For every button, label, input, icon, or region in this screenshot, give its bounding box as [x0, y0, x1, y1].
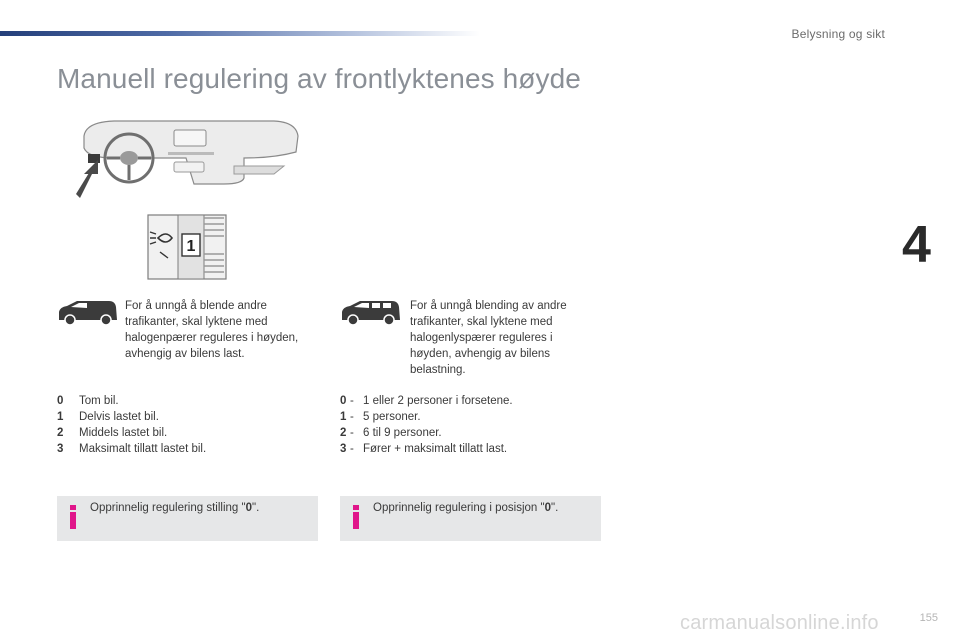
van-icon — [57, 298, 119, 328]
headlamp-adjust-knob-illustration — [146, 212, 230, 282]
right-paragraph: For å unngå blending av andre trafikanter, skal lyktene med halogenlyspærer reguleres i høyden, avhengig av bilens belastning. — [410, 300, 567, 376]
list-item: 1 Delvis lastet bil. — [57, 411, 159, 423]
left-paragraph: For å unngå å blende andre trafikanter, skal lyktene med halogenpærer reguleres i høyden, avhengig av bilens last. — [125, 300, 299, 360]
list-item: 1 - 5 personer. — [340, 411, 421, 423]
page-number: 155 — [919, 612, 938, 624]
list-item: 2 - 6 til 9 personer. — [340, 427, 442, 439]
list-item: 0 Tom bil. — [57, 395, 119, 407]
watermark: carmanualsonline.info — [680, 612, 879, 634]
dashboard-illustration — [74, 118, 300, 202]
info-box-left — [57, 496, 318, 541]
knob-label: 1 — [186, 238, 196, 255]
info-icon — [70, 505, 76, 529]
list-item: 0 - 1 eller 2 personer i forsetene. — [340, 395, 513, 407]
list-item: 3 Maksimalt tillatt lastet bil. — [57, 443, 207, 455]
list-item: 2 Middels lastet bil. — [57, 427, 168, 439]
left-load-list — [57, 393, 206, 457]
header-accent-bar — [0, 31, 480, 36]
info-text: Opprinnelig regulering i posisjon "0". — [373, 502, 559, 514]
list-item: 3 - Fører + maksimalt tillatt last. — [340, 443, 508, 455]
info-text: Opprinnelig regulering stilling "0". — [90, 502, 260, 514]
info-box-right — [340, 496, 601, 541]
right-load-list — [340, 393, 513, 457]
minibus-icon — [340, 298, 402, 328]
chapter-number: 4 — [902, 216, 931, 274]
info-icon — [353, 505, 359, 529]
page-title: Manuell regulering av frontlyktenes høyde — [57, 63, 581, 94]
section-title: Belysning og sikt — [791, 27, 885, 41]
